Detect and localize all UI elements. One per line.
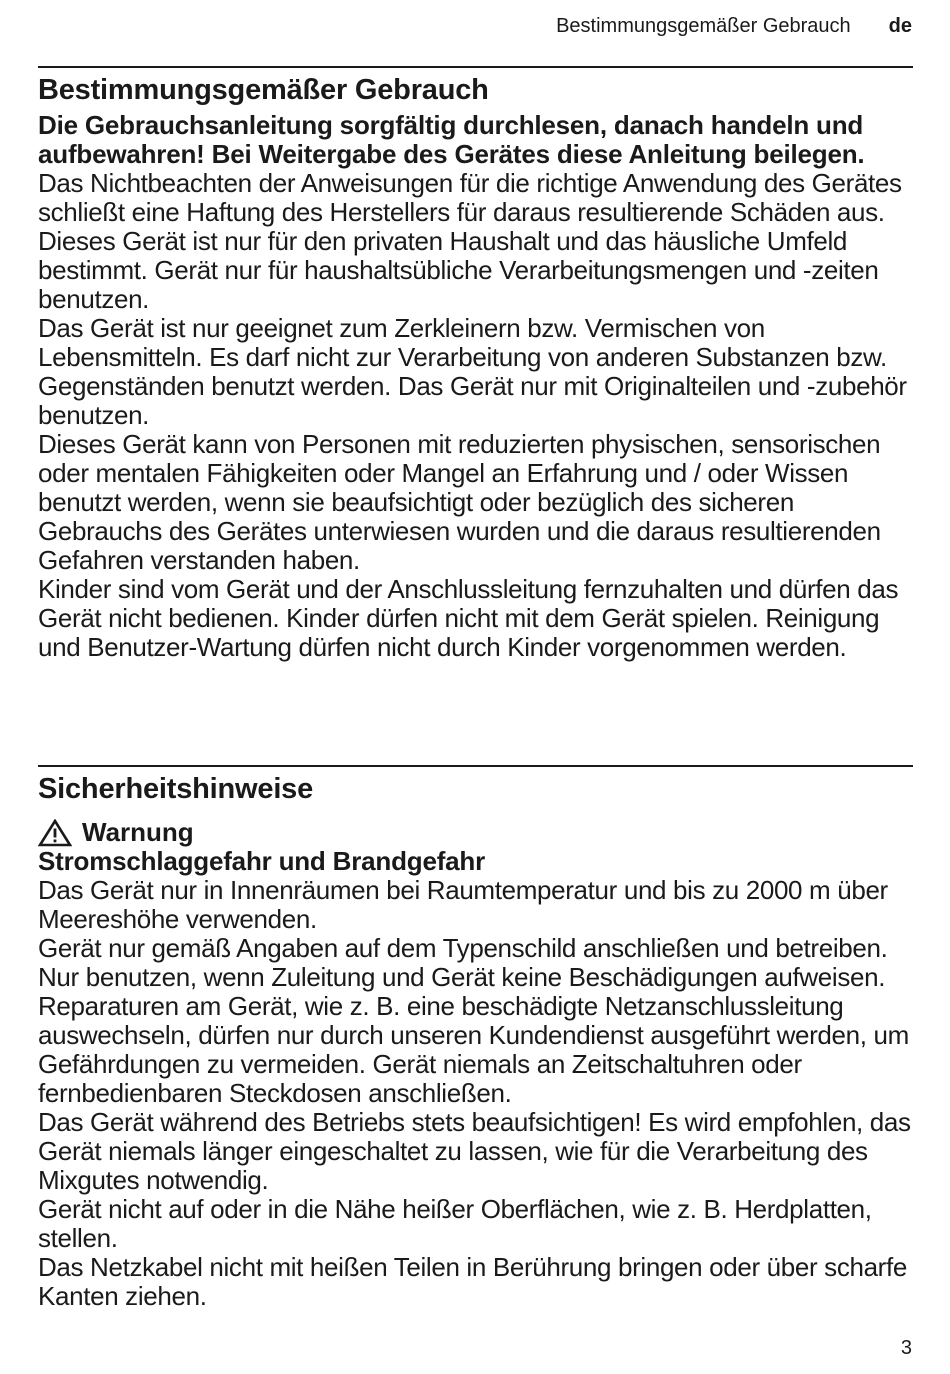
body-paragraph: Gerät nur gemäß Angaben auf dem Typenschild anschließen und betreiben. Nur benutzen, wenn Zuleitung und Gerät keine Beschädigungen aufweisen. Reparaturen am Gerät, wie z. B. eine beschädigte Netzanschlussleitung auswechseln, dürfen nur durch unseren Kundendienst ausgeführt werden, um Gefährdungen zu vermeiden. Gerät niemals an Zeitschaltuhren oder fernbedienbaren Steckdosen anschließen.	[38, 933, 909, 1108]
body-paragraph: Gerät nicht auf oder in die Nähe heißer Oberflächen, wie z. B. Herdplatten, stellen.	[38, 1194, 872, 1253]
body-paragraph: Dieses Gerät ist nur für den privaten Haushalt und das häusliche Umfeld bestimmt. Gerät nur für haushaltsübliche Verarbeitungsmengen und -zeiten benutzen.	[38, 226, 879, 314]
language-code: de	[888, 15, 912, 37]
warning-heading	[38, 818, 918, 847]
section-title: Sicherheitshinweise	[38, 773, 314, 805]
running-header	[556, 15, 912, 38]
body-paragraph: Das Nichtbeachten der Anweisungen für die richtige Anwendung des Gerätes schließt eine Haftung des Herstellers für daraus resultierende Schäden aus.	[38, 168, 902, 227]
body-paragraph: Das Gerät ist nur geeignet zum Zerkleinern bzw. Vermischen von Lebensmitteln. Es darf nicht zur Verarbeitung von anderen Substanzen bzw. Gegenständen benutzt werden. Das Gerät nur mit Originalteilen und -zubehör benutzen.	[38, 313, 907, 430]
section-divider	[38, 66, 913, 68]
page-number: 3	[900, 1337, 912, 1359]
section-safety	[38, 773, 918, 1311]
body-paragraph: Dieses Gerät kann von Personen mit reduzierten physischen, sensorischen oder mentalen Fähigkeiten oder Mangel an Erfahrung und / oder Wissen benutzt werden, wenn sie beaufsichtigt oder bezüglich des sicheren Gebrauchs des Gerätes unterwiesen wurden und die daraus resultierenden Gefahren verstanden haben.	[38, 429, 881, 575]
section-title: Bestimmungsgemäßer Gebrauch	[38, 74, 489, 106]
warning-triangle-icon	[38, 819, 72, 847]
section-intended-use	[38, 74, 918, 662]
lead-paragraph: Die Gebrauchsanleitung sorgfältig durchlesen, danach handeln und aufbewahren! Bei Weitergabe des Gerätes diese Anleitung beilegen.	[38, 110, 865, 169]
body-paragraph: Das Gerät während des Betriebs stets beaufsichtigen! Es wird empfohlen, das Gerät niemals länger eingeschaltet zu lassen, wie für die Verarbeitung des Mixgutes notwendig.	[38, 1107, 911, 1195]
body-paragraph: Das Gerät nur in Innenräumen bei Raumtemperatur und bis zu 2000 m über Meereshöhe verwenden.	[38, 875, 888, 934]
running-title: Bestimmungsgemäßer Gebrauch	[556, 15, 851, 37]
section-divider	[38, 765, 913, 767]
body-paragraph: Kinder sind vom Gerät und der Anschlussleitung fernzuhalten und dürfen das Gerät nicht bedienen. Kinder dürfen nicht mit dem Gerät spielen. Reinigung und Benutzer-Wartung dürfen nicht durch Kinder vorgenommen werden.	[38, 574, 899, 662]
body-paragraph: Das Netzkabel nicht mit heißen Teilen in Berührung bringen oder über scharfe Kanten ziehen.	[38, 1252, 907, 1311]
hazard-subtitle: Stromschlaggefahr und Brandgefahr	[38, 846, 486, 876]
warning-label: Warnung	[82, 817, 194, 847]
